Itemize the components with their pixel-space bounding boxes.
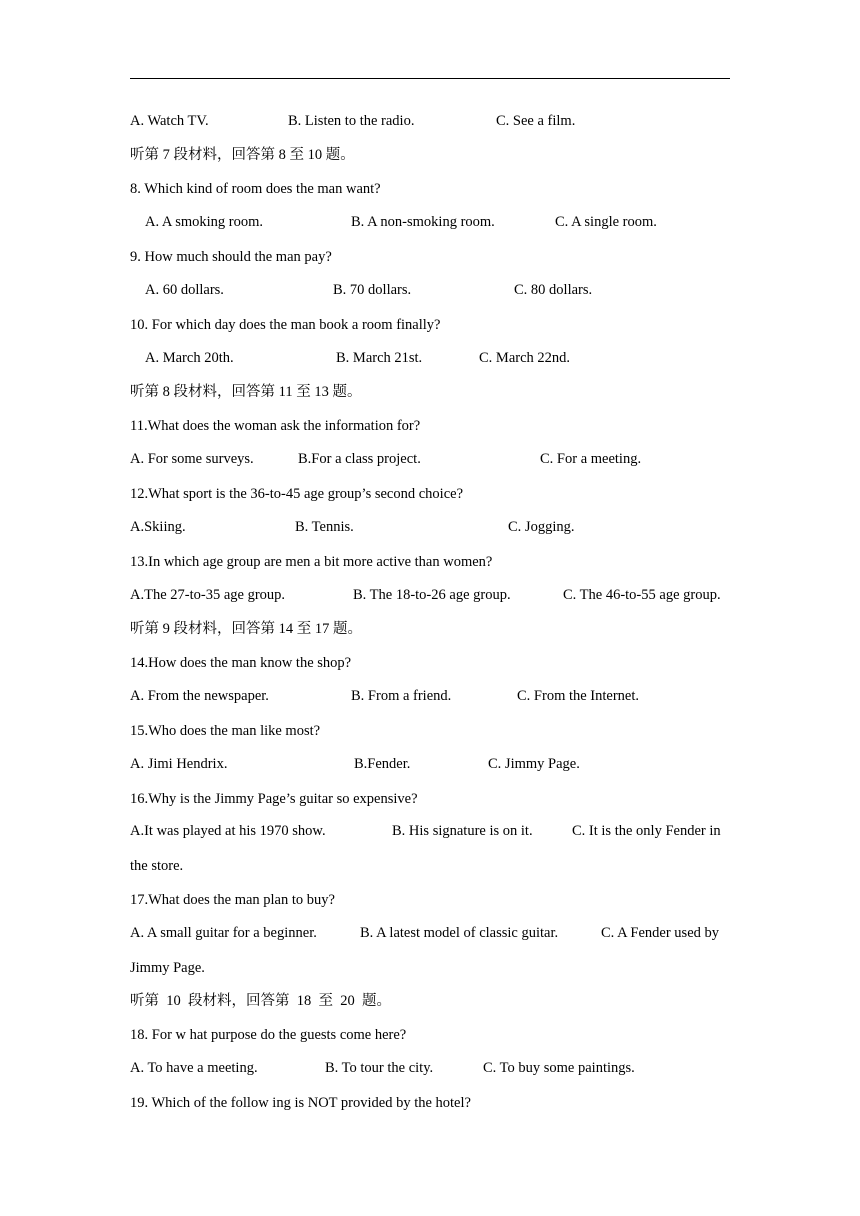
question-16: 16.Why is the Jimmy Page’s guitar so expensive? (130, 791, 418, 807)
q13-option-b: B. The 18-to-26 age group. (353, 587, 511, 603)
q8-option-c: C. A single room. (555, 214, 657, 230)
q15-option-b: B.Fender. (354, 756, 411, 772)
q15-option-a: A. Jimi Hendrix. (130, 756, 228, 772)
q16-option-c-continuation: the store. (130, 858, 184, 874)
q18-option-c: C. To buy some paintings. (483, 1060, 635, 1076)
q10-option-c: C. March 22nd. (479, 350, 571, 366)
q13-option-c: C. The 46-to-55 age group. (563, 587, 721, 603)
section-10-instruction: 听第 10 段材料，回答第 18 至 20 题。 (130, 993, 391, 1009)
q13-option-a: A.The 27-to-35 age group. (130, 587, 286, 603)
q15-option-c: C. Jimmy Page. (488, 756, 580, 772)
q17-option-a: A. A small guitar for a beginner. (130, 925, 317, 941)
q7-option-b: B. Listen to the radio. (288, 113, 415, 129)
q18-option-a: A. To have a meeting. (130, 1060, 258, 1076)
header-rule (130, 78, 730, 79)
q17-option-b: B. A latest model of classic guitar. (360, 925, 559, 941)
q9-option-b: B. 70 dollars. (333, 282, 412, 298)
question-9: 9. How much should the man pay? (130, 249, 332, 265)
q11-option-b: B.For a class project. (298, 451, 421, 467)
q14-option-a: A. From the newspaper. (130, 688, 269, 704)
question-18: 18. For w hat purpose do the guests come here? (130, 1027, 407, 1043)
q8-option-a: A. A smoking room. (145, 214, 264, 230)
question-15: 15.Who does the man like most? (130, 723, 321, 739)
question-10: 10. For which day does the man book a room finally? (130, 317, 441, 333)
section-8-instruction: 听第 8 段材料，回答第 11 至 13 题。 (130, 384, 362, 400)
q12-option-b: B. Tennis. (295, 519, 354, 535)
q12-option-a: A.Skiing. (130, 519, 186, 535)
q16-option-c: C. It is the only Fender in (572, 823, 721, 839)
q14-option-c: C. From the Internet. (517, 688, 640, 704)
q10-option-b: B. March 21st. (336, 350, 423, 366)
question-14: 14.How does the man know the shop? (130, 655, 352, 671)
q16-option-b: B. His signature is on it. (392, 823, 533, 839)
q17-option-c-continuation: Jimmy Page. (130, 960, 205, 976)
question-12: 12.What sport is the 36-to-45 age group’s second choice? (130, 486, 464, 502)
q12-option-c: C. Jogging. (508, 519, 575, 535)
section-7-instruction: 听第 7 段材料，回答第 8 至 10 题。 (130, 147, 355, 163)
q18-option-b: B. To tour the city. (325, 1060, 434, 1076)
q7-option-c: C. See a film. (496, 113, 576, 129)
q9-option-c: C. 80 dollars. (514, 282, 593, 298)
q14-option-b: B. From a friend. (351, 688, 452, 704)
q7-option-a: A. Watch TV. (130, 113, 209, 129)
question-13: 13.In which age group are men a bit more active than women? (130, 554, 493, 570)
section-9-instruction: 听第 9 段材料，回答第 14 至 17 题。 (130, 621, 362, 637)
question-19: 19. Which of the follow ing is NOT provided by the hotel? (130, 1095, 471, 1111)
question-11: 11.What does the woman ask the information for? (130, 418, 421, 434)
q9-option-a: A. 60 dollars. (145, 282, 224, 298)
q11-option-c: C. For a meeting. (540, 451, 642, 467)
question-8: 8. Which kind of room does the man want? (130, 181, 381, 197)
q8-option-b: B. A non-smoking room. (351, 214, 495, 230)
q17-option-c: C. A Fender used by (601, 925, 720, 941)
question-17: 17.What does the man plan to buy? (130, 892, 335, 908)
q16-option-a: A.It was played at his 1970 show. (130, 823, 326, 839)
q10-option-a: A. March 20th. (145, 350, 234, 366)
q11-option-a: A. For some surveys. (130, 451, 254, 467)
